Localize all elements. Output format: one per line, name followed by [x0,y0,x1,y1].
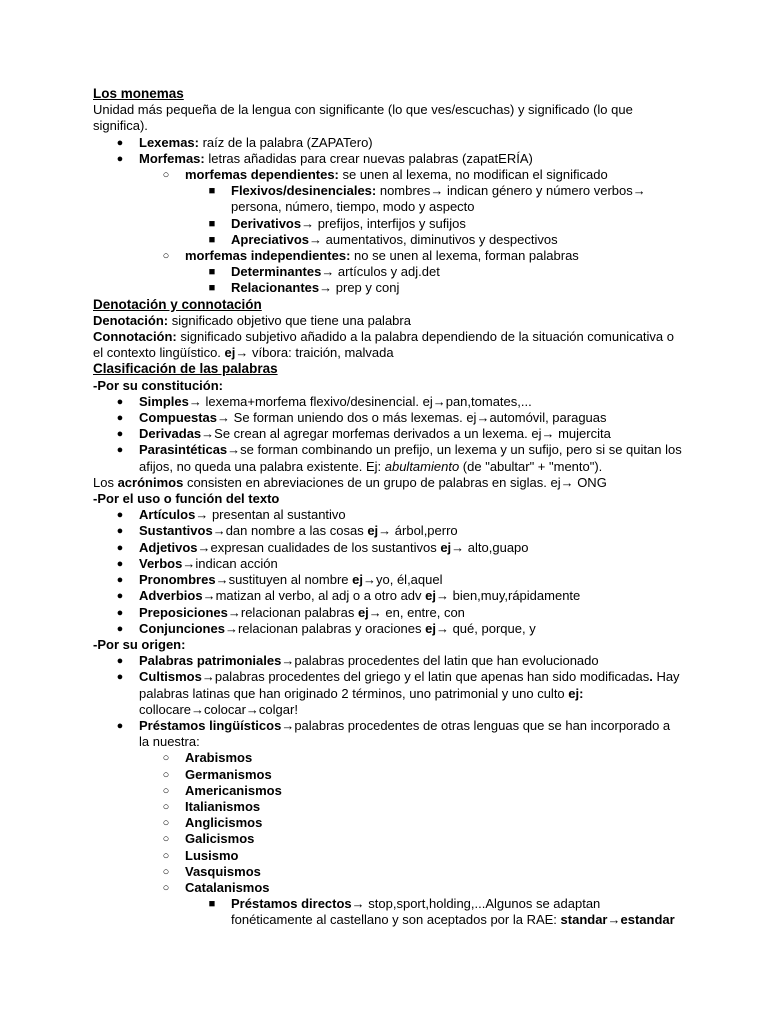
term: Préstamos directos [231,896,352,912]
lengua-label: Arabismos [185,750,253,766]
bullet-square-icon: ■ [208,282,216,295]
bullet-disc-icon: ● [116,412,124,425]
definition: →expresan cualidades de los sustantivos [197,539,441,555]
example: →yo, él,aquel [363,572,443,588]
definition: → prefijos, interfijos y sufijos [301,215,466,231]
list-item-adjetivos [93,540,683,556]
paragraph-denotacion [93,313,683,329]
term: Preposiciones [139,604,228,620]
definition: significado subjetivo añadido a la palabra dependiendo de la situación comunicativa o el contexto lingüístico. [93,329,674,361]
example: → árbol,perro [378,523,458,539]
bullet-disc-icon: ● [116,152,124,165]
term: Adverbios [139,588,203,604]
term: Compuestas [139,410,218,426]
definition: →palabras procedentes del latin que han evolucionado [281,653,599,669]
list-item-morfemas-independientes [93,248,683,264]
term: Flexivos/desinenciales: [231,183,377,199]
example-label: ej [224,345,236,361]
definition: →relacionan palabras [227,604,358,620]
term: Parasintéticas [139,442,228,458]
term: Préstamos lingüísticos [139,717,282,733]
definition: no se unen al lexema, forman palabras [350,248,579,264]
term: Adjetivos [139,539,198,555]
bullet-circle-icon: ○ [162,169,170,182]
term: Determinantes [231,264,322,280]
bullet-disc-icon: ● [116,557,124,570]
definition: → artículos y adj.det [321,264,440,280]
definition: → prep y conj [319,280,400,296]
example: → bien,muy,rápidamente [435,588,581,604]
list-item-prestamos-directos [93,896,683,928]
definition: →Se crean al agregar morfemas derivados a un lexema. ej→ mujercita [201,426,611,442]
bullet-disc-icon: ● [116,428,124,441]
bullet-circle-icon: ○ [162,865,170,878]
term: Relacionantes [231,280,320,296]
list-item-flexivos [93,183,683,215]
term: Artículos [139,507,196,523]
bullet-disc-icon: ● [116,590,124,603]
lengua-label: Italianismos [185,798,261,814]
lengua-label: Vasquismos [185,863,261,879]
term: Simples [139,393,189,409]
bullet-disc-icon: ● [116,136,124,149]
list-item-lengua [93,783,683,799]
example: → en, entre, con [368,604,465,620]
lengua-label: Anglicismos [185,815,263,831]
bullet-disc-icon: ● [116,395,124,408]
lengua-label: Lusismo [185,847,239,863]
subheading-constitucion: -Por su constitución: [93,377,223,393]
term: Cultismos [139,669,202,685]
bullet-disc-icon: ● [116,719,124,732]
bullet-disc-icon: ● [116,541,124,554]
example: → víbora: traición, malvada [235,345,394,361]
intro-paragraph: Unidad más pequeña de la lengua con significante (lo que ves/escuchas) y significado (lo que significa). [93,102,633,134]
bullet-disc-icon: ● [116,444,124,457]
list-item-lengua [93,767,683,783]
list-item-verbos [93,556,683,572]
definition: → stop,sport,holding,...Algunos se adaptan fonéticamente al castellano y son aceptados por la RAE: [231,896,601,928]
list-item-sustantivos [93,523,683,539]
list-item-morfemas [93,151,683,167]
example-label: ej: [568,685,584,701]
bullet-circle-icon: ○ [162,250,170,263]
lengua-label: Germanismos [185,766,272,782]
heading-monemas: Los monemas [93,86,184,101]
example-label: ej [367,523,379,539]
example-label: ej [425,620,436,636]
subheading-uso: -Por el uso o función del texto [93,491,280,507]
definition: consisten en abreviaciones de un grupo de palabras en siglas. ej→ ONG [183,474,607,490]
term: Pronombres [139,572,216,588]
list-item-determinantes [93,264,683,280]
definition: →se forman combinando un prefijo, un lexema y un sufijo, pero si se quitan los afijos, no queda una palabra existente. Ej: [139,442,682,474]
list-item-relacionantes [93,280,683,296]
bullet-disc-icon: ● [116,574,124,587]
definition: raíz de la palabra (ZAPATero) [198,134,373,150]
bullet-circle-icon: ○ [162,881,170,894]
definition-continued: Hay palabras latinas que han originado 2 términos, uno patrimonial y uno culto [139,669,680,701]
bullet-square-icon: ■ [208,185,216,198]
term: Conjunciones [139,620,225,636]
bullet-square-icon: ■ [208,217,216,230]
example-word: abultamiento [384,458,460,474]
definition: →sustituyen al nombre [215,572,353,588]
definition: →palabras procedentes de otras lenguas que se han incorporado a la nuestra: [139,717,671,750]
list-item-articulos [93,507,683,523]
bullet-disc-icon: ● [116,671,124,684]
example-label: ej [352,572,363,588]
bullet-circle-icon: ○ [162,752,170,765]
bullet-circle-icon: ○ [162,800,170,813]
heading-denotacion: Denotación y connotación [93,296,262,312]
heading-clasificacion: Clasificación de las palabras [93,361,278,377]
bullet-disc-icon: ● [116,525,124,538]
bullet-circle-icon: ○ [162,784,170,797]
example-label: ej [357,604,369,620]
term: Connotación: [93,329,177,345]
list-item-adverbios [93,588,683,604]
bullet-disc-icon: ● [116,655,124,668]
term: Denotación: [93,312,169,328]
paragraph-connotacion [93,329,683,361]
definition: →matizan al verbo, al adj o a otro adv [202,588,426,604]
term: Morfemas: [139,150,205,166]
definition: → lexema+morfema flexivo/desinencial. ej→pan,tomates,... [188,393,532,409]
example-to: estandar [620,912,675,928]
definition: → Se forman uniendo dos o más lexemas. ej→automóvil, paraguas [217,410,607,426]
list-item-patrimoniales [93,653,683,669]
bullet-square-icon: ■ [208,233,216,246]
term: morfemas dependientes: [185,167,339,183]
example-note: (de "abultar" + "mento"). [459,458,603,474]
bullet-square-icon: ■ [208,898,216,911]
bullet-disc-icon: ● [116,622,124,635]
example: → qué, porque, y [435,620,536,636]
term: Derivadas [139,426,202,442]
list-item-compuestas [93,410,683,426]
term: Lexemas: [139,134,199,150]
term: morfemas independientes: [185,248,351,264]
list-item-lexemas [93,135,683,151]
definition: →dan nombre a las cosas [212,523,368,539]
list-item-lengua [93,831,683,847]
bullet-circle-icon: ○ [162,849,170,862]
bullet-square-icon: ■ [208,266,216,279]
definition: nombres→ indican género y número verbos→ persona, número, tiempo, modo y aspecto [231,183,646,215]
bullet-disc-icon: ● [116,509,124,522]
example: collocare→colocar→colgar! [139,701,298,717]
definition: →indican acción [182,555,278,571]
bullet-disc-icon: ● [116,606,124,619]
definition: →palabras procedentes del griego y el latin que apenas han sido modificadas [201,669,650,685]
list-item-conjunciones [93,621,683,637]
document-page [93,86,683,929]
definition: se unen al lexema, no modifican el significado [338,167,608,183]
definition: letras añadidas para crear nuevas palabras (zapatERÍA) [204,150,533,166]
list-item-lengua [93,880,683,896]
example-from: standar [560,912,608,928]
definition: →relacionan palabras y oraciones [224,620,426,636]
list-item-parasinteticas [93,442,683,474]
bullet-circle-icon: ○ [162,833,170,846]
lengua-label: Catalanismos [185,879,270,895]
list-item-lengua [93,750,683,766]
term: Sustantivos [139,523,213,539]
subheading-origen: -Por su origen: [93,636,186,652]
term: Apreciativos [231,231,310,247]
list-item-derivativos [93,216,683,232]
arrow-icon: → [607,912,621,928]
list-item-pronombres [93,572,683,588]
list-item-morfemas-dependientes [93,167,683,183]
list-item-lengua [93,864,683,880]
term: acrónimos [117,474,184,490]
list-item-cultismos [93,669,683,718]
bullet-circle-icon: ○ [162,817,170,830]
example-label: ej [425,588,436,604]
definition: → aumentativos, diminutivos y despectivos [309,231,558,247]
list-item-apreciativos [93,232,683,248]
definition: → presentan al sustantivo [195,507,346,523]
list-item-derivadas [93,426,683,442]
term: Verbos [139,555,183,571]
bullet-circle-icon: ○ [162,768,170,781]
list-item-lengua [93,848,683,864]
term: Derivativos [231,215,302,231]
example-label: ej [440,539,452,555]
list-item-lengua [93,815,683,831]
definition: significado objetivo que tiene una palabra [168,312,411,328]
term: Palabras patrimoniales [139,653,282,669]
lengua-label: Americanismos [185,782,282,798]
list-item-simples [93,394,683,410]
paragraph-acronimos [93,475,683,491]
period: . [649,669,653,685]
list-item-lengua [93,799,683,815]
list-item-prestamos [93,718,683,750]
example: → alto,guapo [451,539,529,555]
lead-text: Los [93,474,118,490]
lengua-label: Galicismos [185,831,255,847]
list-item-preposiciones [93,605,683,621]
